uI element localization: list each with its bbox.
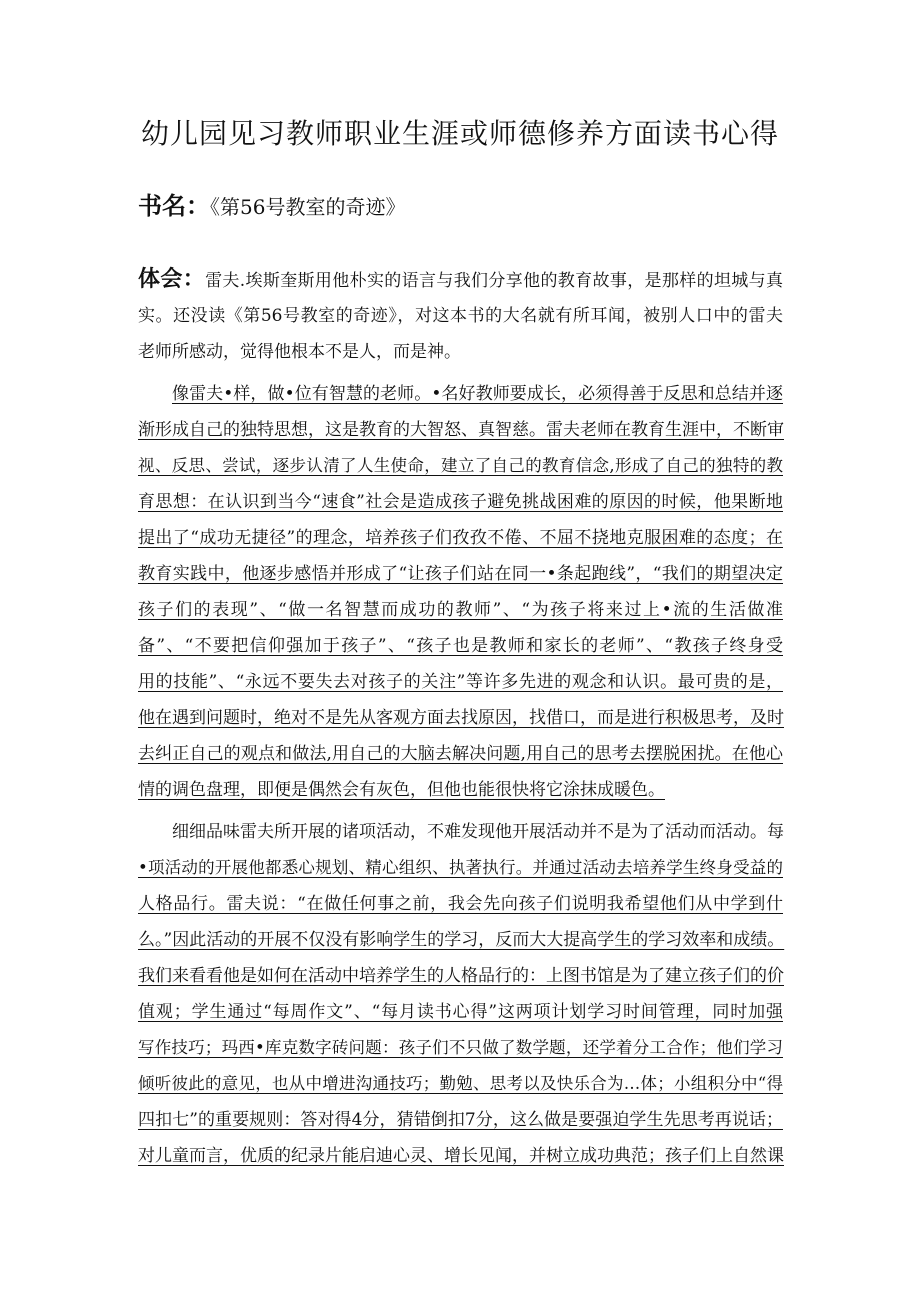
line-text: 对儿童而言，优质的纪录片能启迪心灵、增长见闻，并树立成功典范；孩子们上自然课 — [138, 1146, 784, 1166]
line-text: 像雷夫•样，做•位有智慧的老师。•名好教师要成长，必须得善于反思和总结并逐 — [172, 384, 783, 404]
line-text: 情的调色盘理，即便是偶然会有灰色，但他也能很快将它涂抹成暖色。 — [138, 780, 665, 800]
line-text: 细细品味雷夫所开展的诸项活动，不难发现他开展活动并不是为了活动而活动。每 — [172, 822, 784, 842]
text-line — [138, 1066, 788, 1102]
text-line — [138, 520, 788, 556]
line-text: 教育实践中，他逐步感悟并形成了“让孩子们站在同一•条起跑线”，“我们的期望决定 — [138, 564, 783, 584]
line-text: 用的技能”、“永远不要失去对孩子的关注”等许多先进的观念和认识。最可贵的是， — [138, 672, 783, 692]
line-text: 雷夫.埃斯奎斯用他朴实的语言与我们分享他的教育故事，是那样的坦城与真 — [205, 271, 783, 291]
text-line — [138, 886, 788, 922]
line-text: 他在遇到问题时，绝对不是先从客观方面去找原因，找借口，而是进行积极思考，及时 — [138, 708, 784, 728]
text-line — [138, 628, 788, 664]
text-line — [138, 1138, 788, 1174]
body-text — [138, 262, 788, 1174]
line-text: 育思想：在认识到当今“速食”社会是造成孩子避免挑战困难的原因的时候，他果断地 — [138, 492, 783, 512]
text-line — [138, 700, 788, 736]
text-line — [138, 556, 788, 592]
document-title: 幼儿园见习教师职业生涯或师德修养方面读书心得 — [140, 117, 779, 150]
text-line — [138, 412, 788, 448]
text-line — [138, 850, 788, 886]
text-line — [138, 1030, 788, 1066]
text-line — [138, 958, 788, 994]
lead-label: 体会： — [138, 267, 206, 292]
text-line — [138, 592, 788, 628]
line-text: 去纠正自己的观点和做法,用自己的大脑去解决问题,用自己的思考去摆脱困扰。在他心 — [138, 744, 783, 764]
text-line — [138, 298, 788, 334]
line-text: 视、反思、尝试，逐步认清了人生使命，建立了自己的教育信念,形成了自己的独特的教 — [138, 456, 783, 475]
line-text: 么。”因此活动的开展不仅没有影响学生的学习，反而大大提高学生的学习效率和成绩。 — [138, 930, 785, 950]
line-text: 人格品行。雷夫说：“在做任何事之前，我会先向孩子们说明我希望他们从中学到什 — [138, 894, 783, 914]
line-text: 倾听彼此的意见，也从中增进沟通技巧；勤勉、思考以及快乐合为…体；小组积分中“得 — [138, 1074, 783, 1093]
text-line — [138, 334, 788, 370]
line-text: 备”、“不要把信仰强加于孩子”、“孩子也是教师和家长的老师”、“教孩子终身受 — [138, 636, 783, 656]
text-line — [138, 994, 788, 1030]
line-text: 老师所感动，觉得他根本不是人，而是神。 — [138, 342, 461, 362]
text-line — [138, 772, 788, 808]
text-line — [138, 484, 788, 520]
line-text: •项活动的开展他都悉心规划、精心组织、执著执行。并通过活动去培养学生终身受益的 — [138, 858, 783, 877]
line-text: 我们来看看他是如何在活动中培养学生的人格品行的：上图书馆是为了建立孩子们的价 — [138, 966, 784, 986]
line-text: 提出了“成功无捷径”的理念，培养孩子们孜孜不倦、不屈不挠地克服困难的态度；在 — [138, 528, 783, 548]
line-text: 渐形成自己的独特思想，这是教育的大智怒、真智慈。雷夫老师在教育生涯中，不断审 — [138, 420, 784, 440]
line-text: 实。还没读《第56号教室的奇迹》，对这本书的大名就有所耳闻，被别人口中的雷夫 — [138, 306, 783, 326]
text-line — [138, 922, 788, 958]
text-line — [138, 664, 788, 700]
book-line — [138, 186, 788, 221]
text-line — [138, 262, 788, 298]
text-line — [138, 448, 788, 484]
text-line — [138, 736, 788, 772]
line-text: 写作技巧；玛西•库克数字砖问题：孩子们不只做了数学题，还学着分工合作；他们学习 — [138, 1038, 783, 1057]
book-title: 《第56号教室的奇迹》 — [210, 195, 406, 219]
line-text: 孩子们的表现”、“做一名智慧而成功的教师”、“为孩子将来过上•流的生活做准 — [138, 600, 783, 620]
line-text: 值观；学生通过“每周作文”、“每月读书心得”这两项计划学习时间管理，同时加强 — [138, 1002, 783, 1022]
text-line — [138, 376, 788, 412]
text-line — [138, 1102, 788, 1138]
book-label: 书名： — [138, 192, 210, 220]
line-text: 四扣七”的重要规则：答对得4分，猜错倒扣7分，这么做是要强迫学生先思考再说话； — [138, 1110, 783, 1130]
text-line — [138, 814, 788, 850]
